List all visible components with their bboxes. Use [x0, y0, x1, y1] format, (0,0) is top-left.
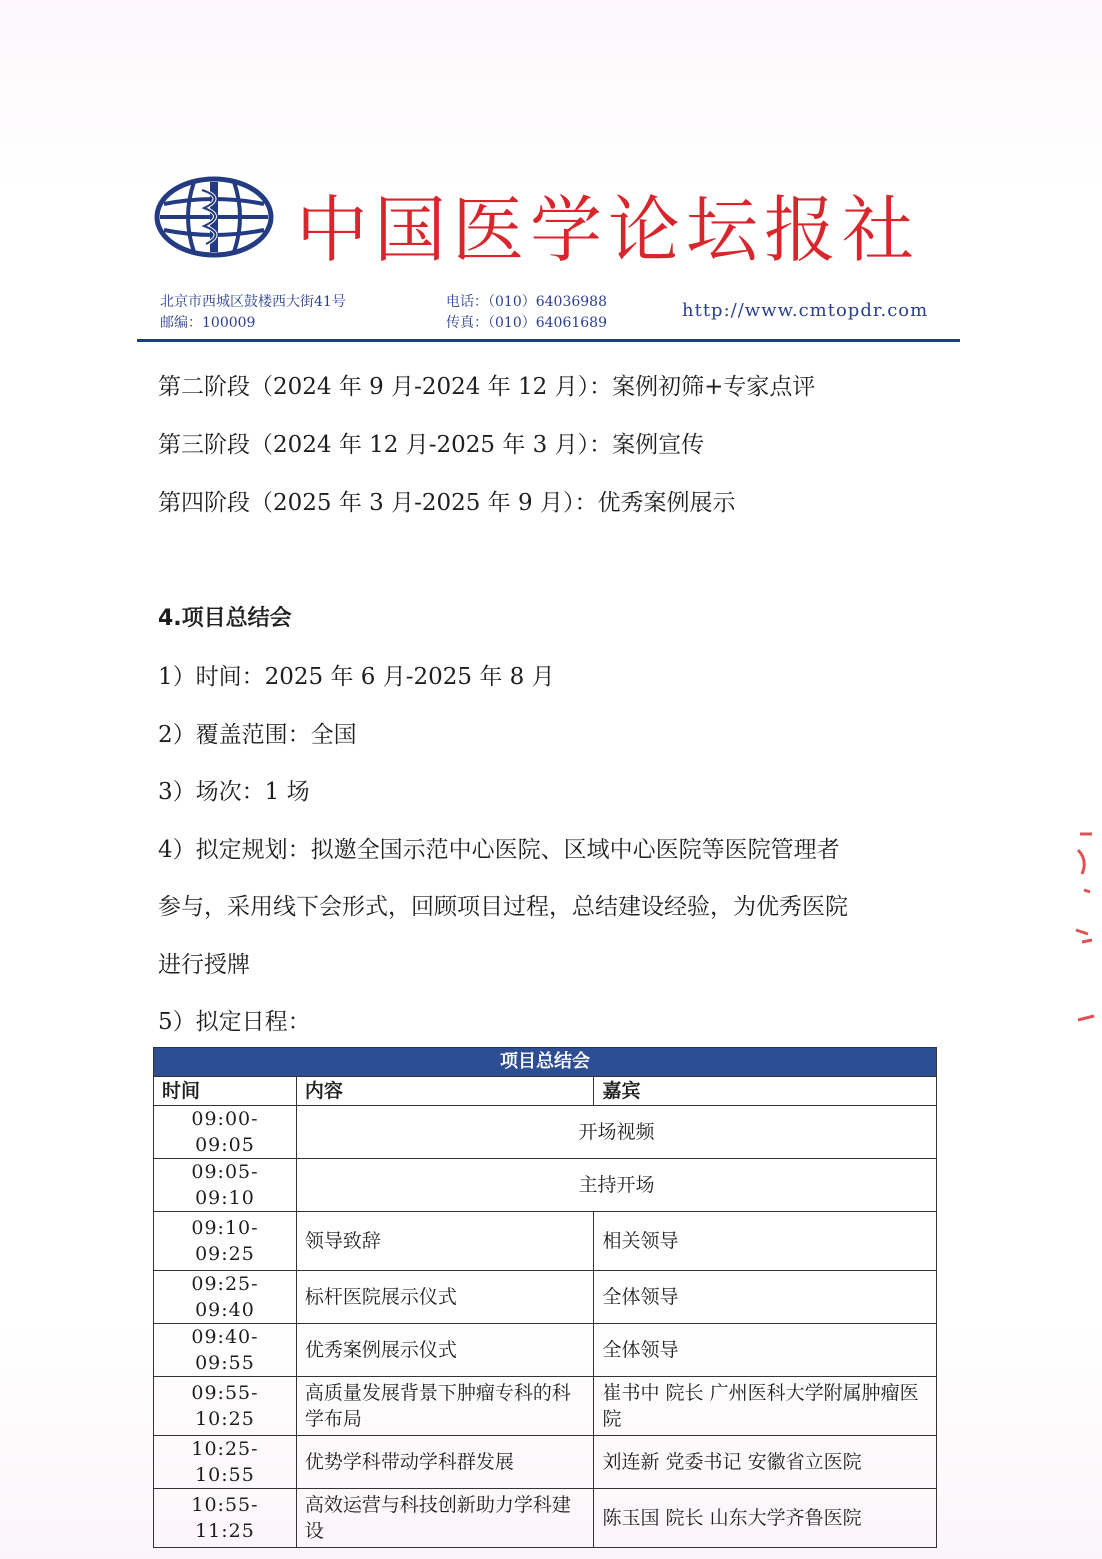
row-time: 09:00-09:05 — [154, 1106, 297, 1159]
globe-caduceus-logo — [154, 176, 274, 258]
row-content: 开场视频 — [296, 1106, 936, 1159]
row-content: 优秀案例展示仪式 — [296, 1324, 594, 1377]
row-time: 09:25-09:40 — [154, 1271, 297, 1324]
row-guest: 刘连新 党委书记 安徽省立医院 — [594, 1436, 937, 1489]
table-row — [154, 1106, 937, 1159]
stage-2: 第二阶段（2024 年 9 月-2024 年 12 月）：案例初筛+专家点评 — [158, 374, 816, 400]
org-name: 中国医学论坛报社 — [296, 188, 921, 272]
row-time: 09:05-09:10 — [154, 1159, 297, 1212]
fax: 传真：（010）64061689 — [446, 315, 607, 331]
item-coverage: 2）覆盖范围：全国 — [158, 722, 357, 748]
row-guest: 全体领导 — [594, 1271, 937, 1324]
address-block — [160, 292, 346, 334]
item-sessions: 3）场次：1 场 — [158, 779, 310, 805]
stage-3: 第三阶段（2024 年 12 月-2025 年 3 月）：案例宣传 — [158, 432, 705, 458]
phone: 电话：（010）64036988 — [446, 294, 607, 310]
row-content: 高质量发展背景下肿瘤专科的科学布局 — [296, 1377, 594, 1436]
row-content: 主持开场 — [296, 1159, 936, 1212]
agenda-table — [153, 1047, 937, 1548]
phone-block — [446, 292, 607, 334]
row-time: 09:40-09:55 — [154, 1324, 297, 1377]
table-row — [154, 1489, 937, 1548]
agenda-title-row — [154, 1048, 937, 1077]
item-schedule: 5）拟定日程： — [158, 1009, 311, 1035]
row-time: 09:55-10:25 — [154, 1377, 297, 1436]
header-time: 时间 — [154, 1077, 297, 1106]
item-plan-line3: 进行授牌 — [158, 952, 250, 978]
letterhead — [0, 0, 1102, 345]
table-row — [154, 1377, 937, 1436]
row-content: 标杆医院展示仪式 — [296, 1271, 594, 1324]
row-time: 10:55-11:25 — [154, 1489, 297, 1548]
table-row — [154, 1159, 937, 1212]
row-guest: 相关领导 — [594, 1212, 937, 1271]
table-row — [154, 1212, 937, 1271]
header-content: 内容 — [296, 1077, 594, 1106]
letterhead-divider — [137, 339, 960, 342]
table-row — [154, 1436, 937, 1489]
table-row — [154, 1324, 937, 1377]
agenda-title: 项目总结会 — [154, 1048, 937, 1077]
row-content: 领导致辞 — [296, 1212, 594, 1271]
postcode: 邮编：100009 — [160, 315, 256, 331]
item-time: 1）时间：2025 年 6 月-2025 年 8 月 — [158, 664, 555, 690]
row-guest: 全体领导 — [594, 1324, 937, 1377]
row-guest: 崔书中 院长 广州医科大学附属肿瘤医院 — [594, 1377, 937, 1436]
row-content: 优势学科带动学科群发展 — [296, 1436, 594, 1489]
item-plan-line2: 参与，采用线下会形式，回顾项目过程，总结建设经验，为优秀医院 — [158, 894, 848, 920]
website-url: http://www.cmtopdr.com — [682, 300, 929, 321]
row-guest: 陈玉国 院长 山东大学齐鲁医院 — [594, 1489, 937, 1548]
table-row — [154, 1271, 937, 1324]
row-time: 09:10-09:25 — [154, 1212, 297, 1271]
address: 北京市西城区鼓楼西大街41号 — [160, 294, 346, 310]
row-time: 10:25-10:55 — [154, 1436, 297, 1489]
header-guest: 嘉宾 — [594, 1077, 937, 1106]
agenda-header-row — [154, 1077, 937, 1106]
item-plan-line1: 4）拟定规划：拟邀全国示范中心医院、区域中心医院等医院管理者 — [158, 837, 840, 863]
section-heading: 4.项目总结会 — [158, 606, 292, 631]
row-content: 高效运营与科技创新助力学科建设 — [296, 1489, 594, 1548]
stage-4: 第四阶段（2025 年 3 月-2025 年 9 月）：优秀案例展示 — [158, 490, 736, 516]
seal-stamp-fragment — [1072, 830, 1096, 1040]
